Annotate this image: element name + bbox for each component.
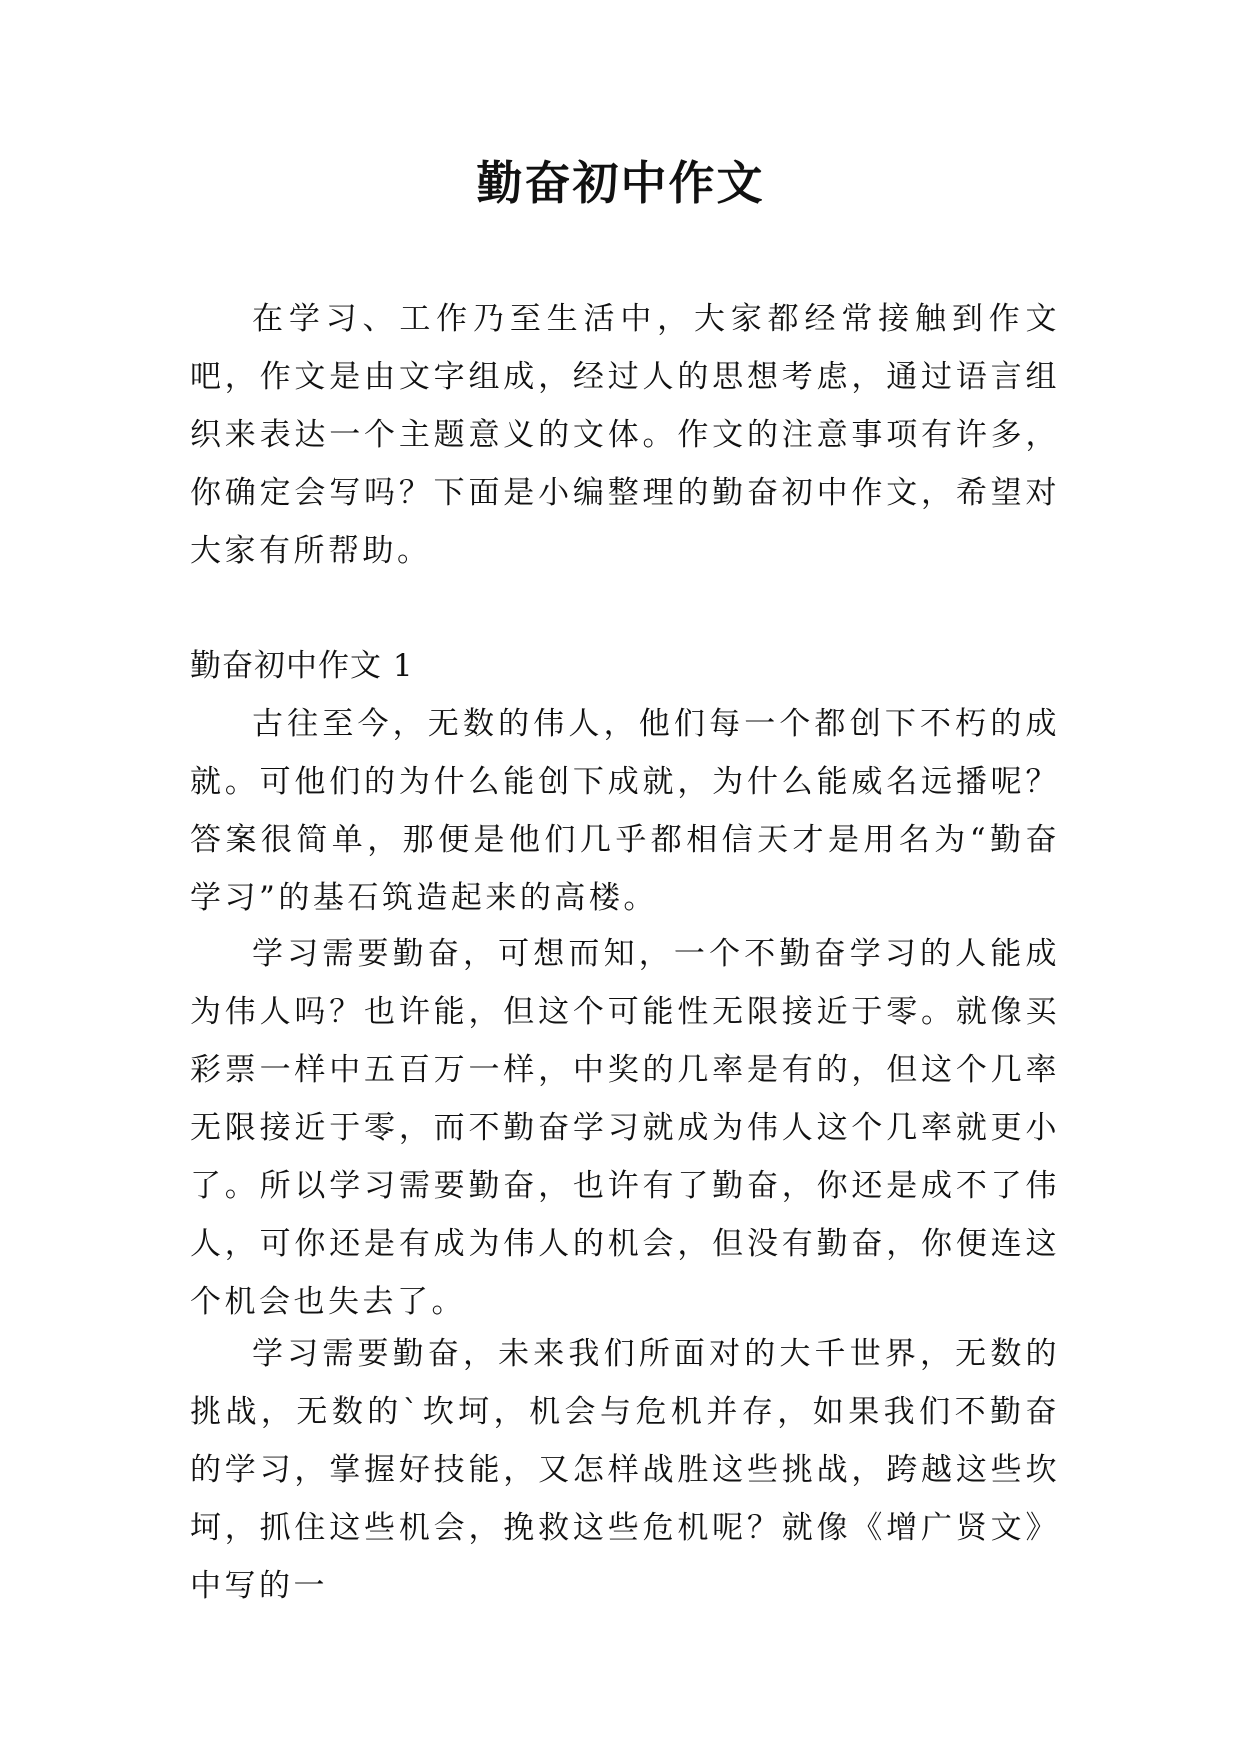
section-heading: 勤奋初中作文 1 <box>190 648 414 684</box>
document-title: 勤奋初中作文 <box>476 156 765 210</box>
body-paragraph-1: 古往至今，无数的伟人，他们每一个都创下不朽的成就。可他们的为什么能创下成就，为什么能威名远播呢？答案很简单，那便是他们几乎都相信天才是用名为“勤奋学习”的基石筑造起来的高楼。 <box>190 706 1060 916</box>
body-paragraph-2: 学习需要勤奋，可想而知，一个不勤奋学习的人能成为伟人吗？也许能，但这个可能性无限接近于零。就像买彩票一样中五百万一样，中奖的几率是有的，但这个几率无限接近于零，而不勤奋学习就成为伟人这个几率就更小了。所以学习需要勤奋，也许有了勤奋，你还是成不了伟人，可你还是有成为伟人的机会，但没有勤奋，你便连这个机会也失去了。 <box>190 936 1060 1320</box>
intro-paragraph: 在学习、工作乃至生活中，大家都经常接触到作文吧，作文是由文字组成，经过人的思想考虑，通过语言组织来表达一个主题意义的文体。作文的注意事项有许多，你确定会写吗？下面是小编整理的勤奋初中作文，希望对大家有所帮助。 <box>190 301 1060 569</box>
body-paragraph-3: 学习需要勤奋，未来我们所面对的大千世界，无数的挑战，无数的`坎坷，机会与危机并存，如果我们不勤奋的学习，掌握好技能，又怎样战胜这些挑战，跨越这些坎坷，抓住这些机会，挽救这些危机呢？就像《增广贤文》中写的一 <box>190 1336 1060 1604</box>
